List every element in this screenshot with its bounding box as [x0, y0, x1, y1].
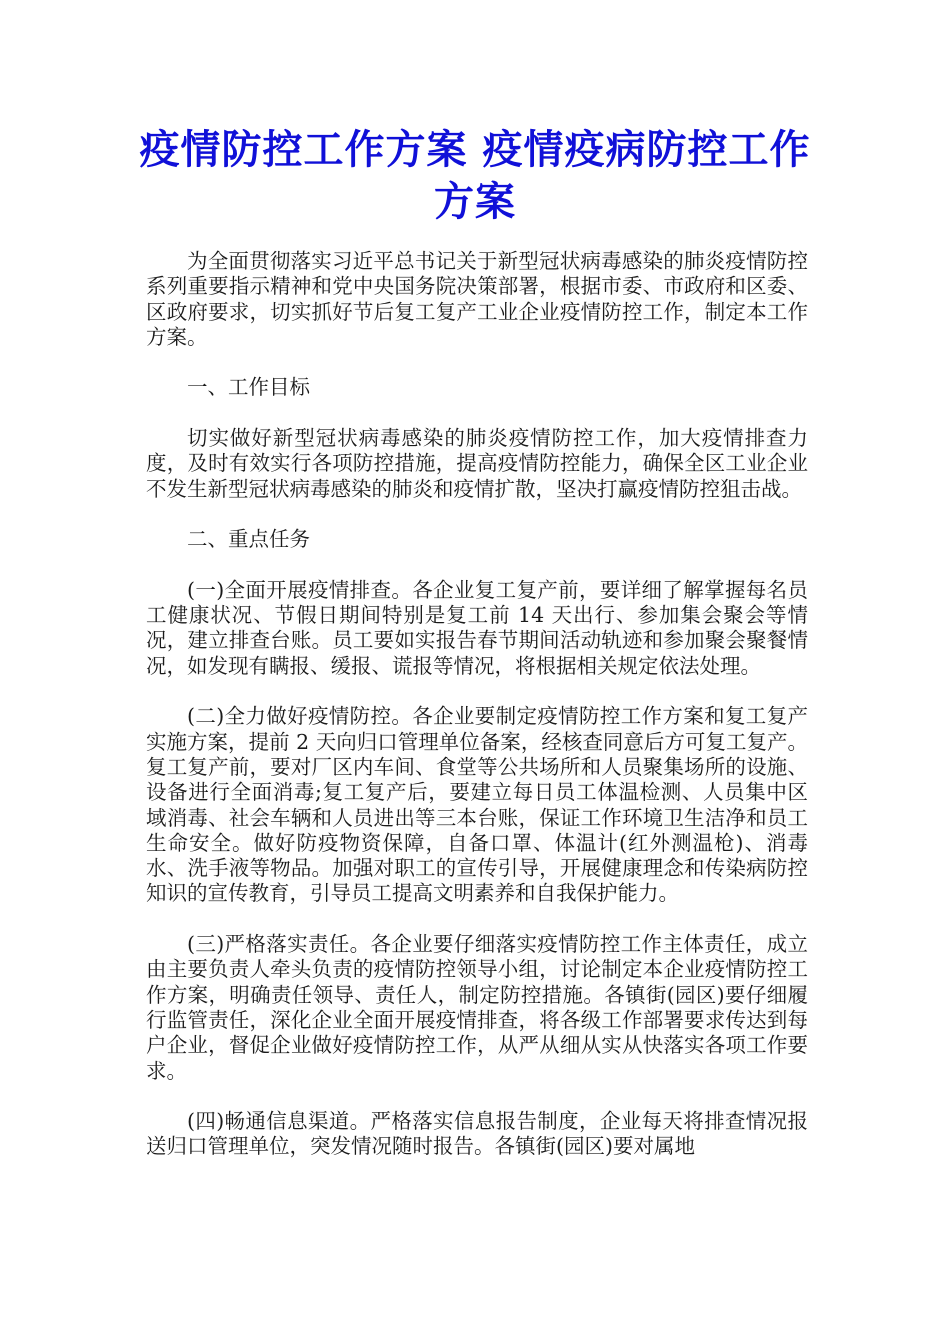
section-heading-goals: 一、工作目标 — [187, 375, 310, 400]
task-paragraph-2: (二)全力做好疫情防控。各企业要制定疫情防控工作方案和复工复产实施方案，提前 2 天向归口管理单位备案，经核查同意后方可复工复产。复工复产前，要对厂区内车间、食堂等公共场所和人员聚集场所的设施、设备进行全面消毒;复工复产后，要建立每日员工体温检测、人员集中区域消毒、社会车辆和人员进出等三本台账，保证工作环境卫生洁净和员工生命安全。做好防疫物资保障，自备口罩、体温计(红外测温枪)、消毒水、洗手液等物品。加强对职工的宣传引导，开展健康理念和传染病防控知识的宣传教育，引导员工提高文明素养和自我保护能力。 — [146, 704, 808, 906]
task-paragraph-1: (一)全面开展疫情排查。各企业复工复产前，要详细了解掌握每名员工健康状况、节假日期间特别是复工前 14 天出行、参加集会聚会等情况，建立排查台账。员工要如实报告春节期间活动轨迹和参加聚会聚餐情况，如发现有瞒报、缓报、谎报等情况，将根据相关规定依法处理。 — [146, 577, 808, 678]
task-paragraph-3: (三)严格落实责任。各企业要仔细落实疫情防控工作主体责任，成立由主要负责人牵头负责的疫情防控领导小组，讨论制定本企业疫情防控工作方案，明确责任领导、责任人，制定防控措施。各镇街(园区)要仔细履行监管责任，深化企业全面开展疫情排查，将各级工作部署要求传达到每户企业，督促企业做好疫情防控工作，从严从细从实从快落实各项工作要求。 — [146, 932, 808, 1083]
section-heading-tasks: 二、重点任务 — [187, 527, 310, 552]
document-body — [146, 249, 808, 1185]
goals-paragraph: 切实做好新型冠状病毒感染的肺炎疫情防控工作，加大疫情排查力度，及时有效实行各项防控措施，提高疫情防控能力，确保全区工业企业不发生新型冠状病毒感染的肺炎和疫情扩散，坚决打赢疫情防控狙击战。 — [146, 426, 808, 501]
task-paragraph-4: (四)畅通信息渠道。严格落实信息报告制度，企业每天将排查情况报送归口管理单位，突发情况随时报告。各镇街(园区)要对属地 — [146, 1109, 808, 1159]
document-title: 疫情防控工作方案 疫情疫病防控工作方案 — [139, 126, 811, 225]
intro-paragraph: 为全面贯彻落实习近平总书记关于新型冠状病毒感染的肺炎疫情防控系列重要指示精神和党中央国务院决策部署，根据市委、市政府和区委、区政府要求，切实抓好节后复工复产工业企业疫情防控工作，制定本工作方案。 — [146, 249, 808, 349]
